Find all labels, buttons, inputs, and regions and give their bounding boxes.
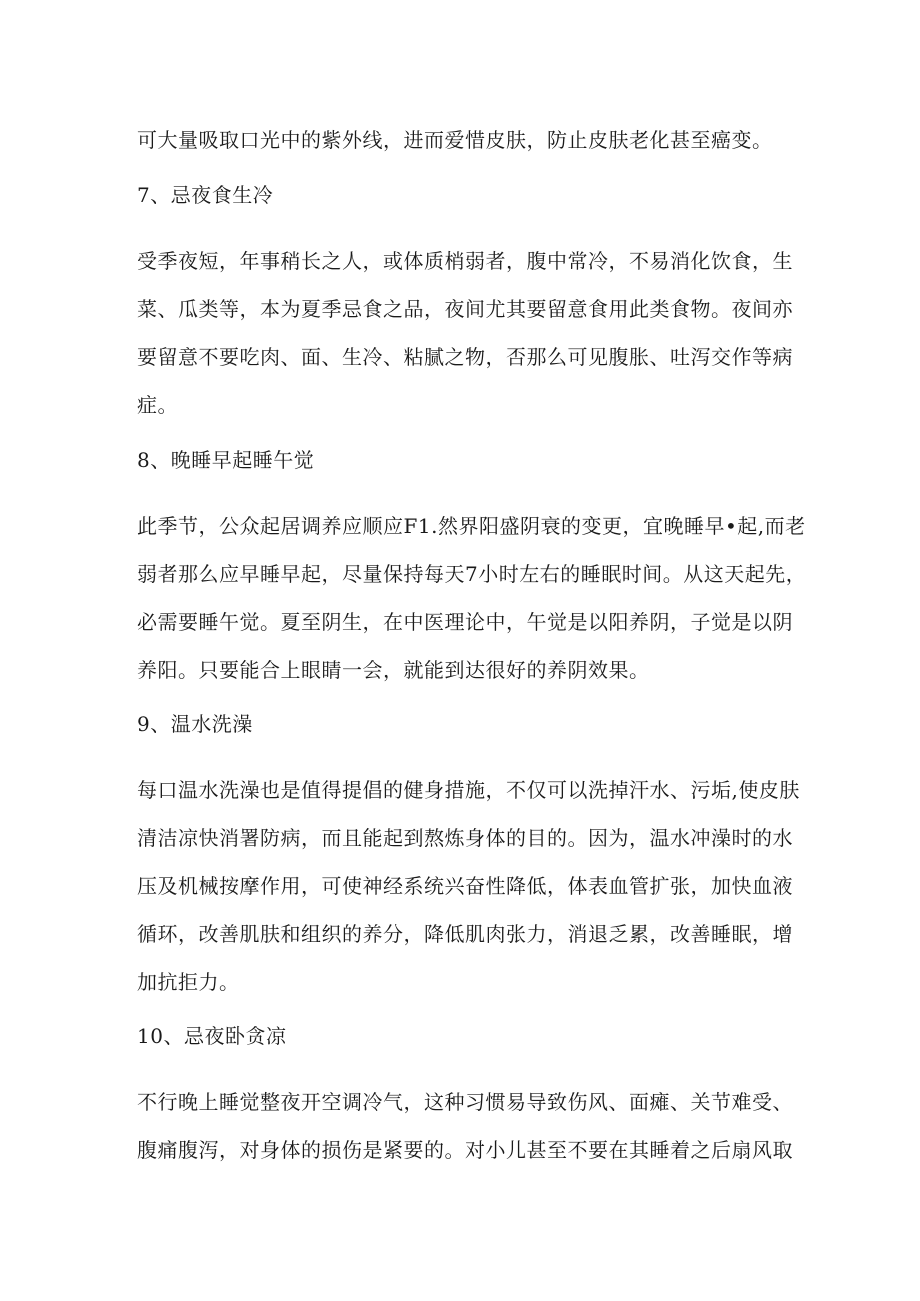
paragraph-line: 清洁凉快消署防病，而且能起到熬炼身体的目的。因为，温水冲澡时的水	[137, 826, 793, 850]
paragraph-line: 压及机械按摩作用，可使神经系统兴奋性降低，体表血管扩张，加快血液	[137, 874, 793, 898]
paragraph-line: 循环，改善肌肤和组织的养分，降低肌肉张力，消退乏累，改善睡眠，增	[137, 922, 793, 946]
section-heading: 8、晚睡早起睡午觉	[137, 448, 315, 472]
paragraph-line: 弱者那么应早睡早起，尽量保持每天7小时左右的睡眠时间。从这天起先，	[137, 562, 807, 586]
paragraph-line: 受季夜短，年事稍长之人，或体质梢弱者，腹中常冷，不易消化饮食，生	[137, 249, 793, 273]
paragraph-line: 必需要睡午觉。夏至阴生，在中医理论中，午觉是以阳养阴，子觉是以阴	[137, 610, 793, 634]
paragraph-line: 症。	[137, 393, 178, 417]
paragraph-line: 要留意不要吃肉、面、生冷、粘腻之物，否那么可见腹胀、吐泻交作等病	[137, 345, 793, 369]
paragraph-line: 可大量吸取口光中的紫外线，进而爱惜皮肤，防止皮肤老化甚至癌变。	[137, 128, 773, 152]
paragraph-line: 不行晚上睡觉整夜开空调冷气，这种习惯易导致伤风、面瘫、关节难受、	[137, 1090, 793, 1114]
section-heading: 10、忌夜卧贪凉	[137, 1024, 287, 1048]
paragraph-line: 腹痛腹泻，对身体的损伤是紧要的。对小儿甚至不要在其睡着之后扇风取	[137, 1138, 793, 1162]
paragraph-line: 每口温水洗澡也是值得提倡的健身措施，不仅可以洗掉汗水、污垢,使皮肤	[137, 778, 800, 802]
paragraph-line: 此季节，公众起居调养应顺应F1.然界阳盛阴衰的变更，宜晚睡早•起,而老	[137, 514, 806, 538]
section-heading: 7、忌夜食生冷	[137, 183, 274, 207]
section-heading: 9、温水洗澡	[137, 712, 253, 736]
paragraph-line: 菜、瓜类等，本为夏季忌食之品，夜间尤其要留意食用此类食物。夜间亦	[137, 297, 793, 321]
paragraph-line: 养阳。只要能合上眼睛一会，就能到达很好的养阴效果。	[137, 658, 650, 682]
paragraph-line: 加抗拒力。	[137, 970, 240, 994]
